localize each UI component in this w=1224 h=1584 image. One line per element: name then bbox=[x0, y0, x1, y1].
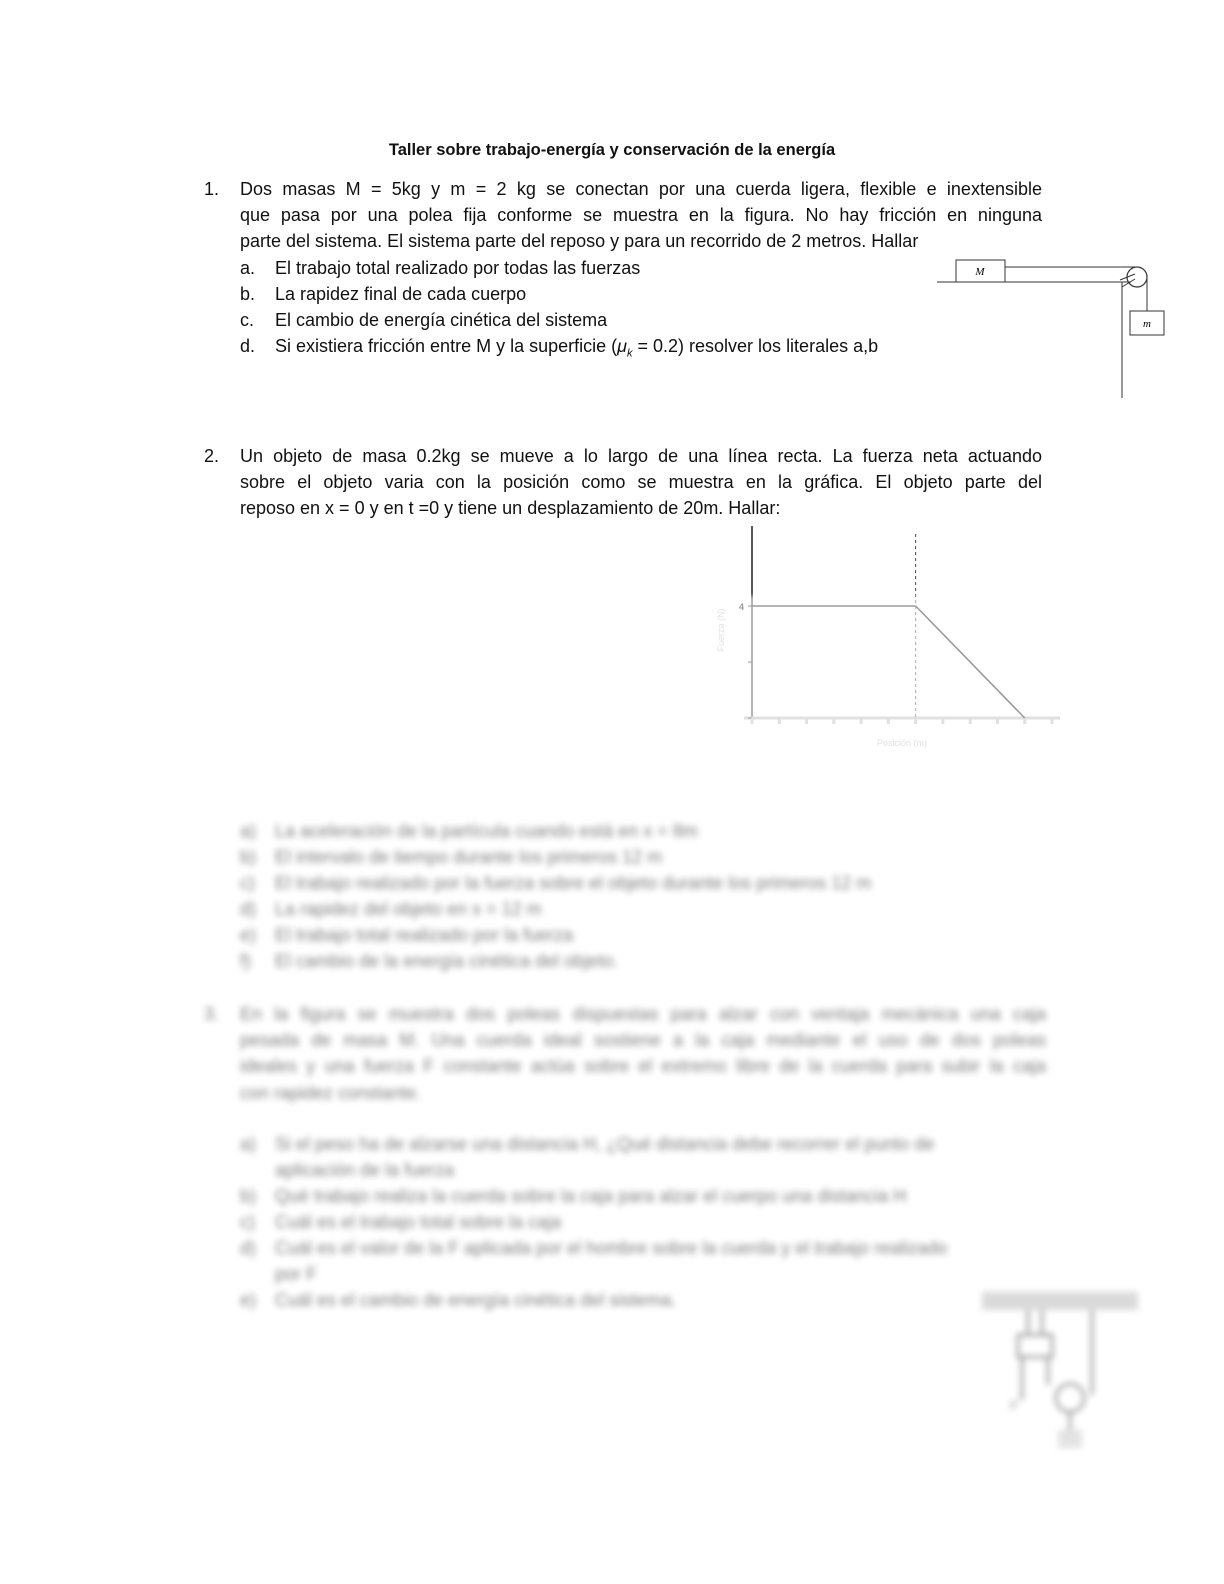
paragraph-line: Dos masas M = 5kg y m = 2 kg se conectan por una cuerda ligera, flexible e inextensible bbox=[240, 179, 1042, 199]
paragraph-line: ideales y una fuerza F constante actúa sobre el extremo libre de la cuerda para subir la caja bbox=[240, 1056, 1046, 1077]
item-label: a. bbox=[240, 258, 256, 278]
item-label: b) bbox=[240, 847, 257, 867]
block-m-label: m bbox=[1143, 318, 1151, 330]
block-M-label: M bbox=[975, 266, 985, 278]
list-item bbox=[240, 333, 936, 361]
item-label: b) bbox=[240, 1186, 257, 1206]
item-text: El trabajo total realizado por todas las fuerzas bbox=[275, 258, 641, 278]
force-label: F bbox=[1010, 1397, 1019, 1413]
item-text: La rapidez final de cada cuerpo bbox=[275, 284, 527, 304]
chart-blur-overlay bbox=[712, 596, 1062, 766]
item-text: Cuál es el trabajo total sobre la caja bbox=[275, 1212, 562, 1232]
item-label: e) bbox=[240, 1290, 257, 1310]
item-text: = 0.2) resolver los literales a,b bbox=[632, 336, 879, 356]
ceiling bbox=[982, 1292, 1138, 1310]
item-label: e) bbox=[240, 925, 257, 945]
question-number: 3. bbox=[204, 1004, 220, 1024]
mu-subscript: k bbox=[627, 347, 633, 360]
item-text: El cambio de la energía cinética del objeto. bbox=[275, 951, 619, 971]
box-M bbox=[1058, 1430, 1082, 1448]
fixed-pulley bbox=[1018, 1335, 1052, 1357]
paragraph-line: pesada de masa M. Una cuerda ideal sostiene a la caja mediante el uso de dos poleas bbox=[240, 1030, 1046, 1051]
moving-pulley bbox=[1056, 1384, 1084, 1412]
item-text: por F bbox=[275, 1264, 318, 1284]
item-text: Si existiera fricción entre M y la superficie ( bbox=[275, 336, 618, 356]
item-text: El trabajo total realizado por la fuerza bbox=[275, 925, 574, 945]
document-title: Taller sobre trabajo-energía y conservación de la energía bbox=[388, 141, 836, 159]
item-label: d) bbox=[240, 1238, 257, 1258]
item-text: aplicación de la fuerza bbox=[275, 1160, 455, 1180]
item-text: Cuál es el valor de la F aplicada por el hombre sobre la cuerda y el trabajo realizado bbox=[275, 1238, 948, 1258]
pulley-system-figure bbox=[980, 1290, 1145, 1455]
pulley-figure bbox=[930, 252, 1180, 402]
question-number: 1. bbox=[204, 179, 220, 199]
item-text: La aceleración de la partícula cuando está en x = 8m bbox=[275, 821, 698, 841]
item-label: f) bbox=[240, 951, 251, 971]
item-label: c) bbox=[240, 873, 255, 893]
paragraph-line: con rapidez constante. bbox=[240, 1082, 422, 1103]
paragraph-line: que pasa por una polea fija conforme se muestra en la figura. No hay fricción en ninguna bbox=[240, 205, 1042, 226]
paragraph-line: parte del sistema. El sistema parte del reposo y para un recorrido de 2 metros. Hallar bbox=[240, 231, 919, 252]
item-text: La rapidez del objeto en x = 12 m bbox=[275, 899, 542, 919]
item-label: c. bbox=[240, 310, 255, 330]
item-text: El intervalo de tiempo durante los primeros 12 m bbox=[275, 847, 663, 867]
item-text: Cuál es el cambio de energía cinética del sistema. bbox=[275, 1290, 677, 1310]
item-label: a) bbox=[240, 1134, 257, 1154]
item-text: El trabajo realizado por la fuerza sobre el objeto durante los primeros 12 m bbox=[275, 873, 872, 893]
mu-symbol: μ bbox=[617, 336, 627, 356]
paragraph-line: sobre el objeto varia con la posición como se muestra en la gráfica. El objeto parte del bbox=[240, 472, 1042, 493]
item-text: El cambio de energía cinética del sistema bbox=[275, 310, 608, 330]
item-text: Si el peso ha de alzarse una distancia H, ¿Qué distancia debe recorrer el punto de bbox=[275, 1134, 935, 1154]
item-label: a) bbox=[240, 821, 257, 841]
item-text: Qué trabajo realiza la cuerda sobre la caja para alzar el cuerpo una distancia H bbox=[275, 1186, 907, 1206]
paragraph-line: Un objeto de masa 0.2kg se mueve a lo largo de una línea recta. La fuerza neta actuando bbox=[240, 446, 1042, 466]
pulley bbox=[1127, 267, 1147, 287]
question-number: 2. bbox=[204, 446, 220, 466]
paragraph-line: reposo en x = 0 y en t =0 y tiene un desplazamiento de 20m. Hallar: bbox=[240, 498, 781, 519]
item-label: d) bbox=[240, 899, 257, 919]
paragraph-line: En la figura se muestra dos poleas dispuestas para alzar con ventaja mecánica una caja bbox=[240, 1004, 1046, 1024]
item-label: b. bbox=[240, 284, 256, 304]
item-label: c) bbox=[240, 1212, 255, 1232]
item-label: d. bbox=[240, 336, 256, 356]
